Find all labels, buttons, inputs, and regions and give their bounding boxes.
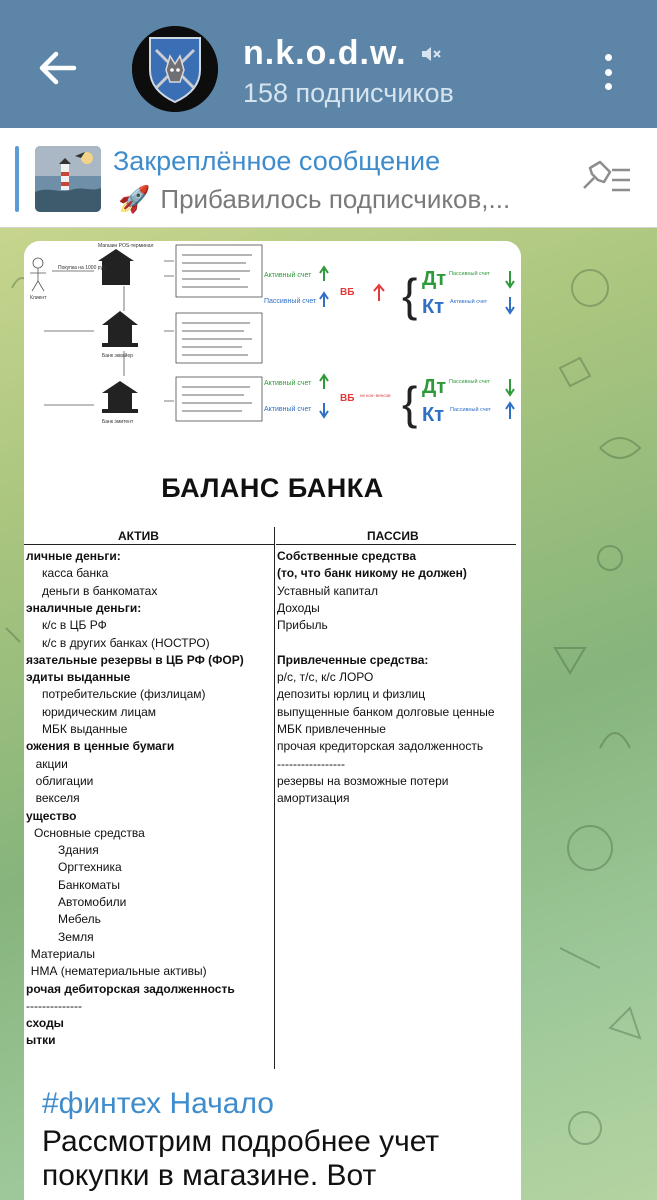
active-row: Основные средства (34, 825, 145, 840)
passive-row: р/с, т/с, к/с ЛОРО (277, 670, 374, 685)
active-row: ытки (26, 1033, 56, 1048)
svg-text:{: { (402, 269, 418, 321)
active-header-rule (24, 544, 274, 545)
passive-row: Привлеченные средства: (277, 652, 429, 667)
lighthouse-thumbnail-icon (35, 146, 101, 212)
active-row: к/с в других банках (НОСТРО) (42, 635, 210, 650)
active-row: деньги в банкоматах (42, 583, 158, 598)
menu-dot-icon (605, 83, 612, 90)
hashtag-link[interactable]: #финтех Начало (42, 1087, 274, 1120)
passive-row: резервы на возможные потери (277, 773, 449, 788)
badge1-dt-label: Дт (422, 268, 447, 290)
passive-row: выпущенные банком долговые ценные (277, 704, 495, 719)
badge2-vb-note: не кон- венсов (360, 393, 391, 398)
active-row: облигации (35, 773, 94, 788)
badge2-active2-label: Активный счет (264, 406, 312, 413)
back-arrow-icon (38, 50, 78, 86)
channel-title[interactable]: n.k.o.d.w. (243, 34, 407, 72)
channel-avatar[interactable] (132, 26, 218, 112)
active-row: Земля (58, 929, 94, 944)
active-row: -------------- (26, 998, 82, 1013)
wolf-shield-logo (132, 26, 218, 112)
message-caption (42, 1087, 512, 1193)
muted-speaker-icon (419, 42, 443, 66)
active-row: касса банка (42, 566, 109, 581)
active-row: Банкоматы (58, 877, 121, 892)
badge2-active-label: Активный счет (264, 380, 312, 387)
active-row: Материалы (30, 946, 96, 961)
active-row: ущество (26, 808, 77, 823)
badge1-active-label: Активный счет (264, 272, 312, 279)
passive-row: депозиты юрлиц и физлиц (277, 687, 426, 702)
menu-dot-icon (605, 69, 612, 76)
message-text: Рассмотрим подробнее учет покупки в магазине. Вот (42, 1125, 440, 1192)
badge1-passive-label: Пассивный счет (264, 298, 317, 305)
diagram-label-shop: Магазин POS-терминал (98, 243, 154, 249)
diagram-label-client: Клиент (30, 295, 47, 301)
passive-column-header: ПАССИВ (367, 529, 419, 543)
pin-list-icon[interactable] (578, 158, 634, 198)
passive-row: Доходы (277, 600, 320, 615)
active-row: юридическим лицам (42, 704, 157, 719)
message-bubble[interactable] (24, 241, 521, 1200)
active-row: сходы (26, 1016, 64, 1031)
passive-row: Уставный капитал (277, 583, 378, 598)
back-button[interactable] (30, 40, 86, 96)
active-row: потребительские (физлицам) (42, 687, 206, 702)
active-row: векселя (35, 791, 80, 806)
passive-row: МБК привлеченные (277, 722, 386, 736)
badge2-vb-label: ВБ (340, 393, 355, 404)
badge1-dt-note: Пассивный счет (449, 271, 491, 277)
more-options-button[interactable] (590, 50, 626, 94)
post-photo[interactable] (24, 241, 521, 1081)
active-row: эналичные деньги: (26, 600, 142, 615)
pinned-indicator (15, 146, 19, 212)
pinned-preview (118, 184, 510, 215)
column-divider (274, 527, 275, 1069)
passive-row: амортизация (277, 791, 350, 806)
active-row: Здания (58, 843, 99, 858)
badge2-kt-label: Кт (422, 404, 445, 426)
badge1-kt-label: Кт (422, 296, 445, 318)
passive-row: Собственные средства (277, 549, 417, 563)
diagram-label-purchase: Покупка на 1000 руб. (58, 265, 108, 271)
active-row: язательные резервы в ЦБ РФ (ФОР) (26, 652, 244, 667)
diagram-label-acquirer: Банк эквайер (102, 353, 133, 359)
active-row: рочая дебиторская задолженность (26, 981, 235, 996)
subscriber-count: 158 подписчиков (243, 78, 454, 108)
active-row: эдиты выданные (26, 670, 131, 685)
badge2-dt-label: Дт (422, 376, 447, 398)
diagram-label-issuer: Банк эмитент (102, 419, 134, 425)
active-column-header: АКТИВ (118, 529, 159, 543)
svg-text:{: { (402, 377, 418, 429)
menu-dot-icon (605, 54, 612, 61)
active-row: МБК выданные (42, 722, 128, 736)
pinned-title: Закреплённое сообщение (113, 146, 441, 176)
balance-title: БАЛАНС БАНКА (161, 473, 384, 503)
badge1-kt-note: Активный счет (450, 299, 488, 305)
active-row: Оргтехника (58, 860, 122, 875)
active-row: акции (35, 756, 68, 771)
passive-row: (то, что банк никому не должен) (277, 566, 467, 581)
passive-row: Прибыль (277, 618, 328, 633)
active-row: НМА (нематериальные активы) (30, 964, 207, 979)
active-row: личные деньги: (26, 549, 121, 563)
rocket-icon: 🚀 (118, 184, 151, 214)
passive-row: прочая кредиторская задолженность (277, 739, 484, 754)
passive-row: ----------------- (277, 756, 345, 771)
badge1-vb-label: ВБ (340, 287, 355, 298)
pinned-message-bar[interactable] (0, 128, 657, 228)
passive-header-rule (276, 544, 516, 545)
active-row: Автомобили (58, 895, 127, 909)
active-row: к/с в ЦБ РФ (42, 618, 107, 633)
chat-header (0, 0, 657, 128)
badge2-kt-note: Пассивный счет (450, 407, 492, 413)
pinned-preview-text: Прибавилось подписчиков,... (160, 184, 511, 214)
active-row: ожения в ценные бумаги (26, 739, 175, 754)
payment-flow-diagram (24, 241, 521, 441)
badge2-dt-note: Пассивный счет (449, 379, 491, 385)
active-row: Мебель (58, 912, 101, 927)
pinned-thumbnail (35, 146, 101, 212)
